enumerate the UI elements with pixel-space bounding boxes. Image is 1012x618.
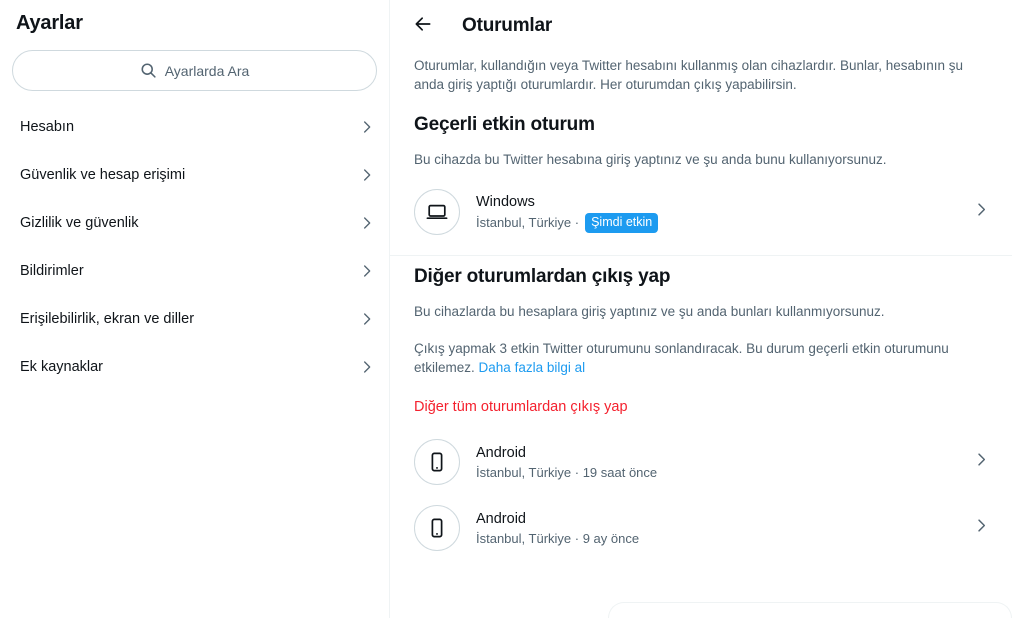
chevron-right-icon	[973, 201, 996, 223]
sidebar-item-label: Gizlilik ve güvenlik	[20, 215, 139, 231]
page-title: Ayarlar	[16, 12, 83, 34]
sidebar-item-erisilebilirlik-ekran-ve-diller[interactable]	[0, 295, 389, 343]
pane-body	[390, 52, 1012, 561]
sidebar-item-label: Güvenlik ve hesap erişimi	[20, 167, 186, 183]
search-input[interactable]	[12, 50, 377, 91]
chevron-right-icon	[973, 451, 996, 473]
other-session-info	[476, 509, 957, 548]
sidebar-item-gizlilik-ve-guvenlik[interactable]	[0, 199, 389, 247]
chevron-right-icon	[359, 263, 375, 279]
search-placeholder: Ayarlarda Ara	[164, 62, 250, 79]
arrow-left-icon	[413, 14, 433, 39]
device-meta: İstanbul, Türkiye · 19 saat önce	[476, 464, 658, 480]
logout-all-other-sessions-button[interactable]: Diğer tüm oturumlardan çıkış yap	[414, 399, 628, 415]
current-session-row[interactable]	[390, 179, 1012, 245]
learn-more-link[interactable]: Daha fazla bilgi al	[478, 360, 586, 375]
device-meta: İstanbul, Türkiye · 9 ay önce	[476, 530, 640, 546]
search-container	[0, 50, 389, 103]
mobile-icon	[414, 505, 460, 551]
settings-sidebar	[0, 0, 390, 618]
device-location: İstanbul, Türkiye ·	[476, 214, 580, 230]
device-name: Android	[476, 510, 526, 527]
pane-title: Oturumlar	[462, 15, 553, 36]
current-session-heading: Geçerli etkin oturum	[414, 114, 595, 135]
device-meta	[476, 213, 957, 233]
chevron-right-icon	[973, 517, 996, 539]
logout-note-text: Çıkış yapmak 3 etkin Twitter oturumunu sonlandıracak. Bu durum geçerli etkin oturumunu etkilemez.	[414, 341, 949, 375]
pane-header	[390, 0, 1012, 52]
logout-note	[390, 331, 990, 383]
laptop-icon	[414, 189, 460, 235]
sidebar-item-label: Ek kaynaklar	[20, 359, 104, 375]
chevron-right-icon	[359, 215, 375, 231]
other-sessions-description: Bu cihazlarda bu hesaplara giriş yaptınız ve şu anda bunları kullanmıyorsunuz.	[414, 304, 885, 319]
back-button[interactable]	[406, 9, 440, 43]
settings-nav-list	[0, 103, 389, 391]
chevron-right-icon	[359, 167, 375, 183]
device-name: Android	[476, 444, 526, 461]
search-icon	[140, 62, 157, 79]
sidebar-item-hesabin[interactable]	[0, 103, 389, 151]
mobile-icon	[414, 439, 460, 485]
sidebar-item-label: Bildirimler	[20, 263, 84, 279]
messages-drawer-corner[interactable]	[608, 602, 1012, 618]
other-session-info	[476, 443, 957, 482]
other-session-row[interactable]	[390, 429, 1012, 495]
status-badge: Şimdi etkin	[585, 213, 658, 233]
current-session-info	[476, 192, 957, 233]
chevron-right-icon	[359, 119, 375, 135]
device-name: Windows	[476, 193, 535, 210]
sidebar-item-ek-kaynaklar[interactable]	[0, 343, 389, 391]
sidebar-item-bildirimler[interactable]	[0, 247, 389, 295]
sidebar-item-guvenlik-ve-hesap-erisimi[interactable]	[0, 151, 389, 199]
chevron-right-icon	[359, 311, 375, 327]
other-session-row[interactable]	[390, 495, 1012, 561]
sessions-pane	[390, 0, 1012, 618]
sidebar-item-label: Hesabın	[20, 119, 75, 135]
current-session-description: Bu cihazda bu Twitter hesabına giriş yaptınız ve şu anda bunu kullanıyorsunuz.	[414, 152, 887, 167]
sessions-intro-text: Oturumlar, kullandığın veya Twitter hesabını kullanmış olan cihazlardır. Bunlar, hesabının şu anda giriş yaptığı oturumlardır. Her oturumdan çıkış yapabilirsin.	[414, 58, 964, 92]
other-sessions-heading: Diğer oturumlardan çıkış yap	[414, 266, 671, 287]
chevron-right-icon	[359, 359, 375, 375]
sidebar-item-label: Erişilebilirlik, ekran ve diller	[20, 311, 195, 327]
